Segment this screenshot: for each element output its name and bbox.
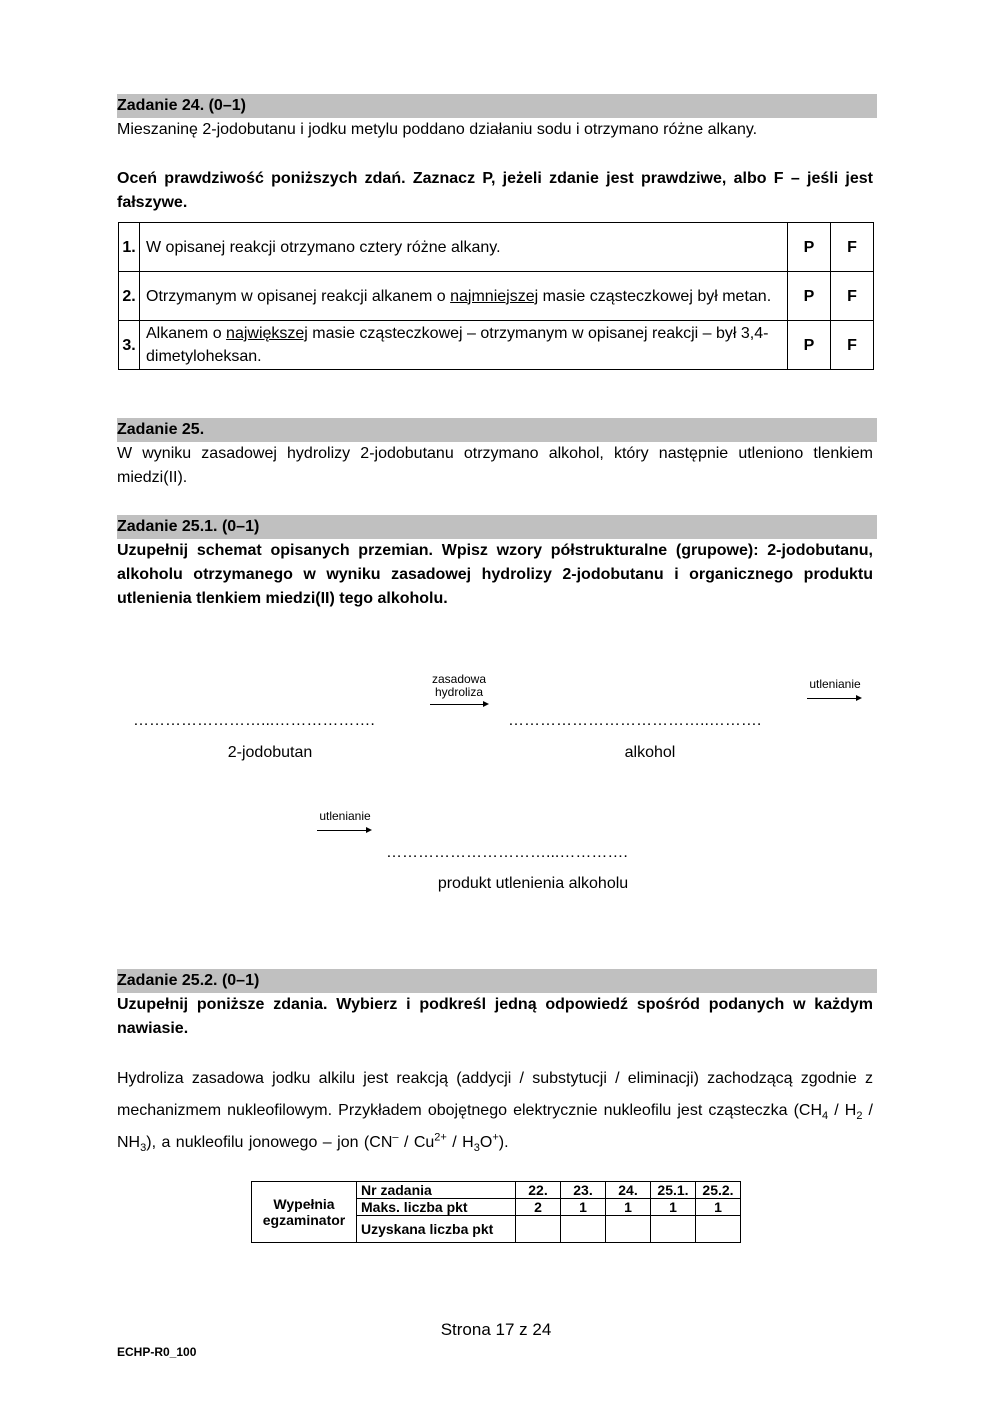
task24-header: Zadanie 24. (0–1) (117, 94, 877, 118)
subscript: 3 (473, 1142, 480, 1155)
arrow-head-icon (856, 695, 862, 701)
task252-instruction: Uzupełnij poniższe zdania. Wybierz i podkreśl jedną odpowiedź spośród podanych w każdym nawiasie. (117, 996, 873, 1037)
obtained-points-cell[interactable] (606, 1216, 651, 1243)
row-number: 3. (119, 321, 140, 370)
statement-text (140, 321, 788, 370)
arrow-head-icon (483, 701, 489, 707)
sentence-text: Hydroliza zasadowa jodku alkilu jest reakcją (addycji / substytucji / eliminacji) zachodzącą zgodnie z mechanizmem nukleofilowym. Przykładem obojętnego elektrycznie nukleofilu jest cząsteczka (CH (117, 1070, 873, 1119)
statement-part: Alkanem o (146, 325, 227, 342)
task24-instruction: Oceń prawdziwość poniższych zdań. Zaznacz P, jeżeli zdanie jest prawdziwe, albo F – jeśli jest fałszywe. (117, 170, 873, 211)
examiner-score-table (251, 1181, 741, 1243)
false-option[interactable]: F (831, 321, 874, 370)
caption-oxidation-product: produkt utlenienia alkoholu (437, 875, 629, 892)
statement-part: masie cząsteczkowej – otrzymanym w opisanej reakcji – był 3,4-dimetyloheksan. (146, 325, 769, 365)
arrow-icon (430, 704, 484, 705)
underlined-word: najmniejszej (450, 287, 539, 305)
obtained-points-cell[interactable] (561, 1216, 606, 1243)
arrow-label-line: zasadowa (431, 672, 487, 686)
statement-part: W opisanej reakcji otrzymano cztery różne alkany. (146, 238, 501, 256)
task252-sentences[interactable] (117, 1063, 873, 1159)
answer-field-alcohol[interactable]: ………………………………..………. (508, 712, 762, 729)
false-option[interactable]: F (831, 223, 874, 272)
max-points-label: Maks. liczba pkt (357, 1199, 516, 1216)
task-number: 25.2. (696, 1182, 741, 1199)
sentence-text: ). (498, 1134, 509, 1151)
table-row (119, 321, 874, 370)
max-points: 1 (606, 1199, 651, 1216)
task25-intro: W wyniku zasadowej hydrolizy 2-jodobutanu otrzymano alkohol, który następnie utleniono tlenkiem miedzi(II). (117, 445, 873, 486)
answer-field-2-iodobutane[interactable]: ……………………...………………. (133, 712, 375, 729)
true-option[interactable]: P (788, 272, 831, 321)
subscript: 3 (140, 1142, 147, 1155)
arrow-icon (317, 830, 367, 831)
sentence-text: ), a nukleofilu jonowego – jon (CN (146, 1134, 393, 1151)
max-points: 1 (651, 1199, 696, 1216)
sentence-text: / H (446, 1134, 474, 1151)
superscript: 2+ (434, 1131, 447, 1144)
task-number: 23. (561, 1182, 606, 1199)
obtained-points-cell[interactable] (651, 1216, 696, 1243)
true-option[interactable]: P (788, 223, 831, 272)
sentence-text: / NH (117, 1102, 874, 1151)
row-number: 2. (119, 272, 140, 321)
task-number: 24. (606, 1182, 651, 1199)
caption-2-iodobutane: 2-jodobutan (227, 744, 313, 761)
task25-header: Zadanie 25. (117, 418, 877, 442)
obtained-points-label: Uzyskana liczba pkt (357, 1216, 516, 1243)
max-points: 2 (516, 1199, 561, 1216)
task-number: 22. (516, 1182, 561, 1199)
superscript: – (392, 1131, 399, 1144)
arrow-label-hydrolysis (424, 673, 494, 699)
arrow-label-oxidation: utlenianie (319, 809, 371, 823)
task252-header: Zadanie 25.2. (0–1) (117, 969, 877, 993)
examiner-label: Wypełnia egzaminator (252, 1182, 357, 1243)
sentence-text: / H (828, 1102, 857, 1119)
subscript: 2 (856, 1110, 863, 1123)
subscript: 4 (822, 1110, 829, 1123)
task24-intro: Mieszaninę 2-jodobutanu i jodku metylu poddano działaniu sodu i otrzymano różne alkany. (117, 121, 758, 138)
table-row (252, 1182, 741, 1199)
max-points: 1 (696, 1199, 741, 1216)
row-number: 1. (119, 223, 140, 272)
false-option[interactable]: F (831, 272, 874, 321)
task251-instruction: Uzupełnij schemat opisanych przemian. Wpisz wzory półstrukturalne (grupowe): 2-jodobutanu, alkoholu otrzymanego w wyniku zasadowej hydrolizy 2-jodobutanu i organicznego produktu utlenienia tlenkiem miedzi(II) tego alkoholu. (117, 542, 873, 607)
statement-text (140, 223, 788, 272)
true-false-table (118, 222, 874, 370)
true-option[interactable]: P (788, 321, 831, 370)
table-row (119, 272, 874, 321)
arrow-icon (807, 698, 857, 699)
statement-part: masie cząsteczkowej był metan. (538, 287, 772, 305)
task251-header: Zadanie 25.1. (0–1) (117, 515, 877, 539)
sentence-text: O (479, 1134, 493, 1151)
underlined-word: największej (226, 325, 308, 342)
task-number: 25.1. (651, 1182, 696, 1199)
page-number: Strona 17 z 24 (440, 1320, 552, 1339)
caption-alcohol: alkohol (624, 744, 676, 761)
max-points: 1 (561, 1199, 606, 1216)
exam-code: ECHP-R0_100 (117, 1345, 197, 1359)
obtained-points-cell[interactable] (516, 1216, 561, 1243)
obtained-points-cell[interactable] (696, 1216, 741, 1243)
arrow-head-icon (366, 827, 372, 833)
statement-text (140, 272, 788, 321)
sentence-text: / Cu (398, 1134, 435, 1151)
task-number-label: Nr zadania (357, 1182, 516, 1199)
arrow-label-oxidation: utlenianie (809, 677, 861, 691)
answer-field-oxidation-product[interactable]: …………………………...…………. (386, 844, 628, 861)
superscript: + (492, 1131, 499, 1144)
statement-part: Otrzymanym w opisanej reakcji alkanem o (146, 287, 451, 305)
arrow-label-line: hydroliza (434, 685, 484, 699)
table-row (119, 223, 874, 272)
